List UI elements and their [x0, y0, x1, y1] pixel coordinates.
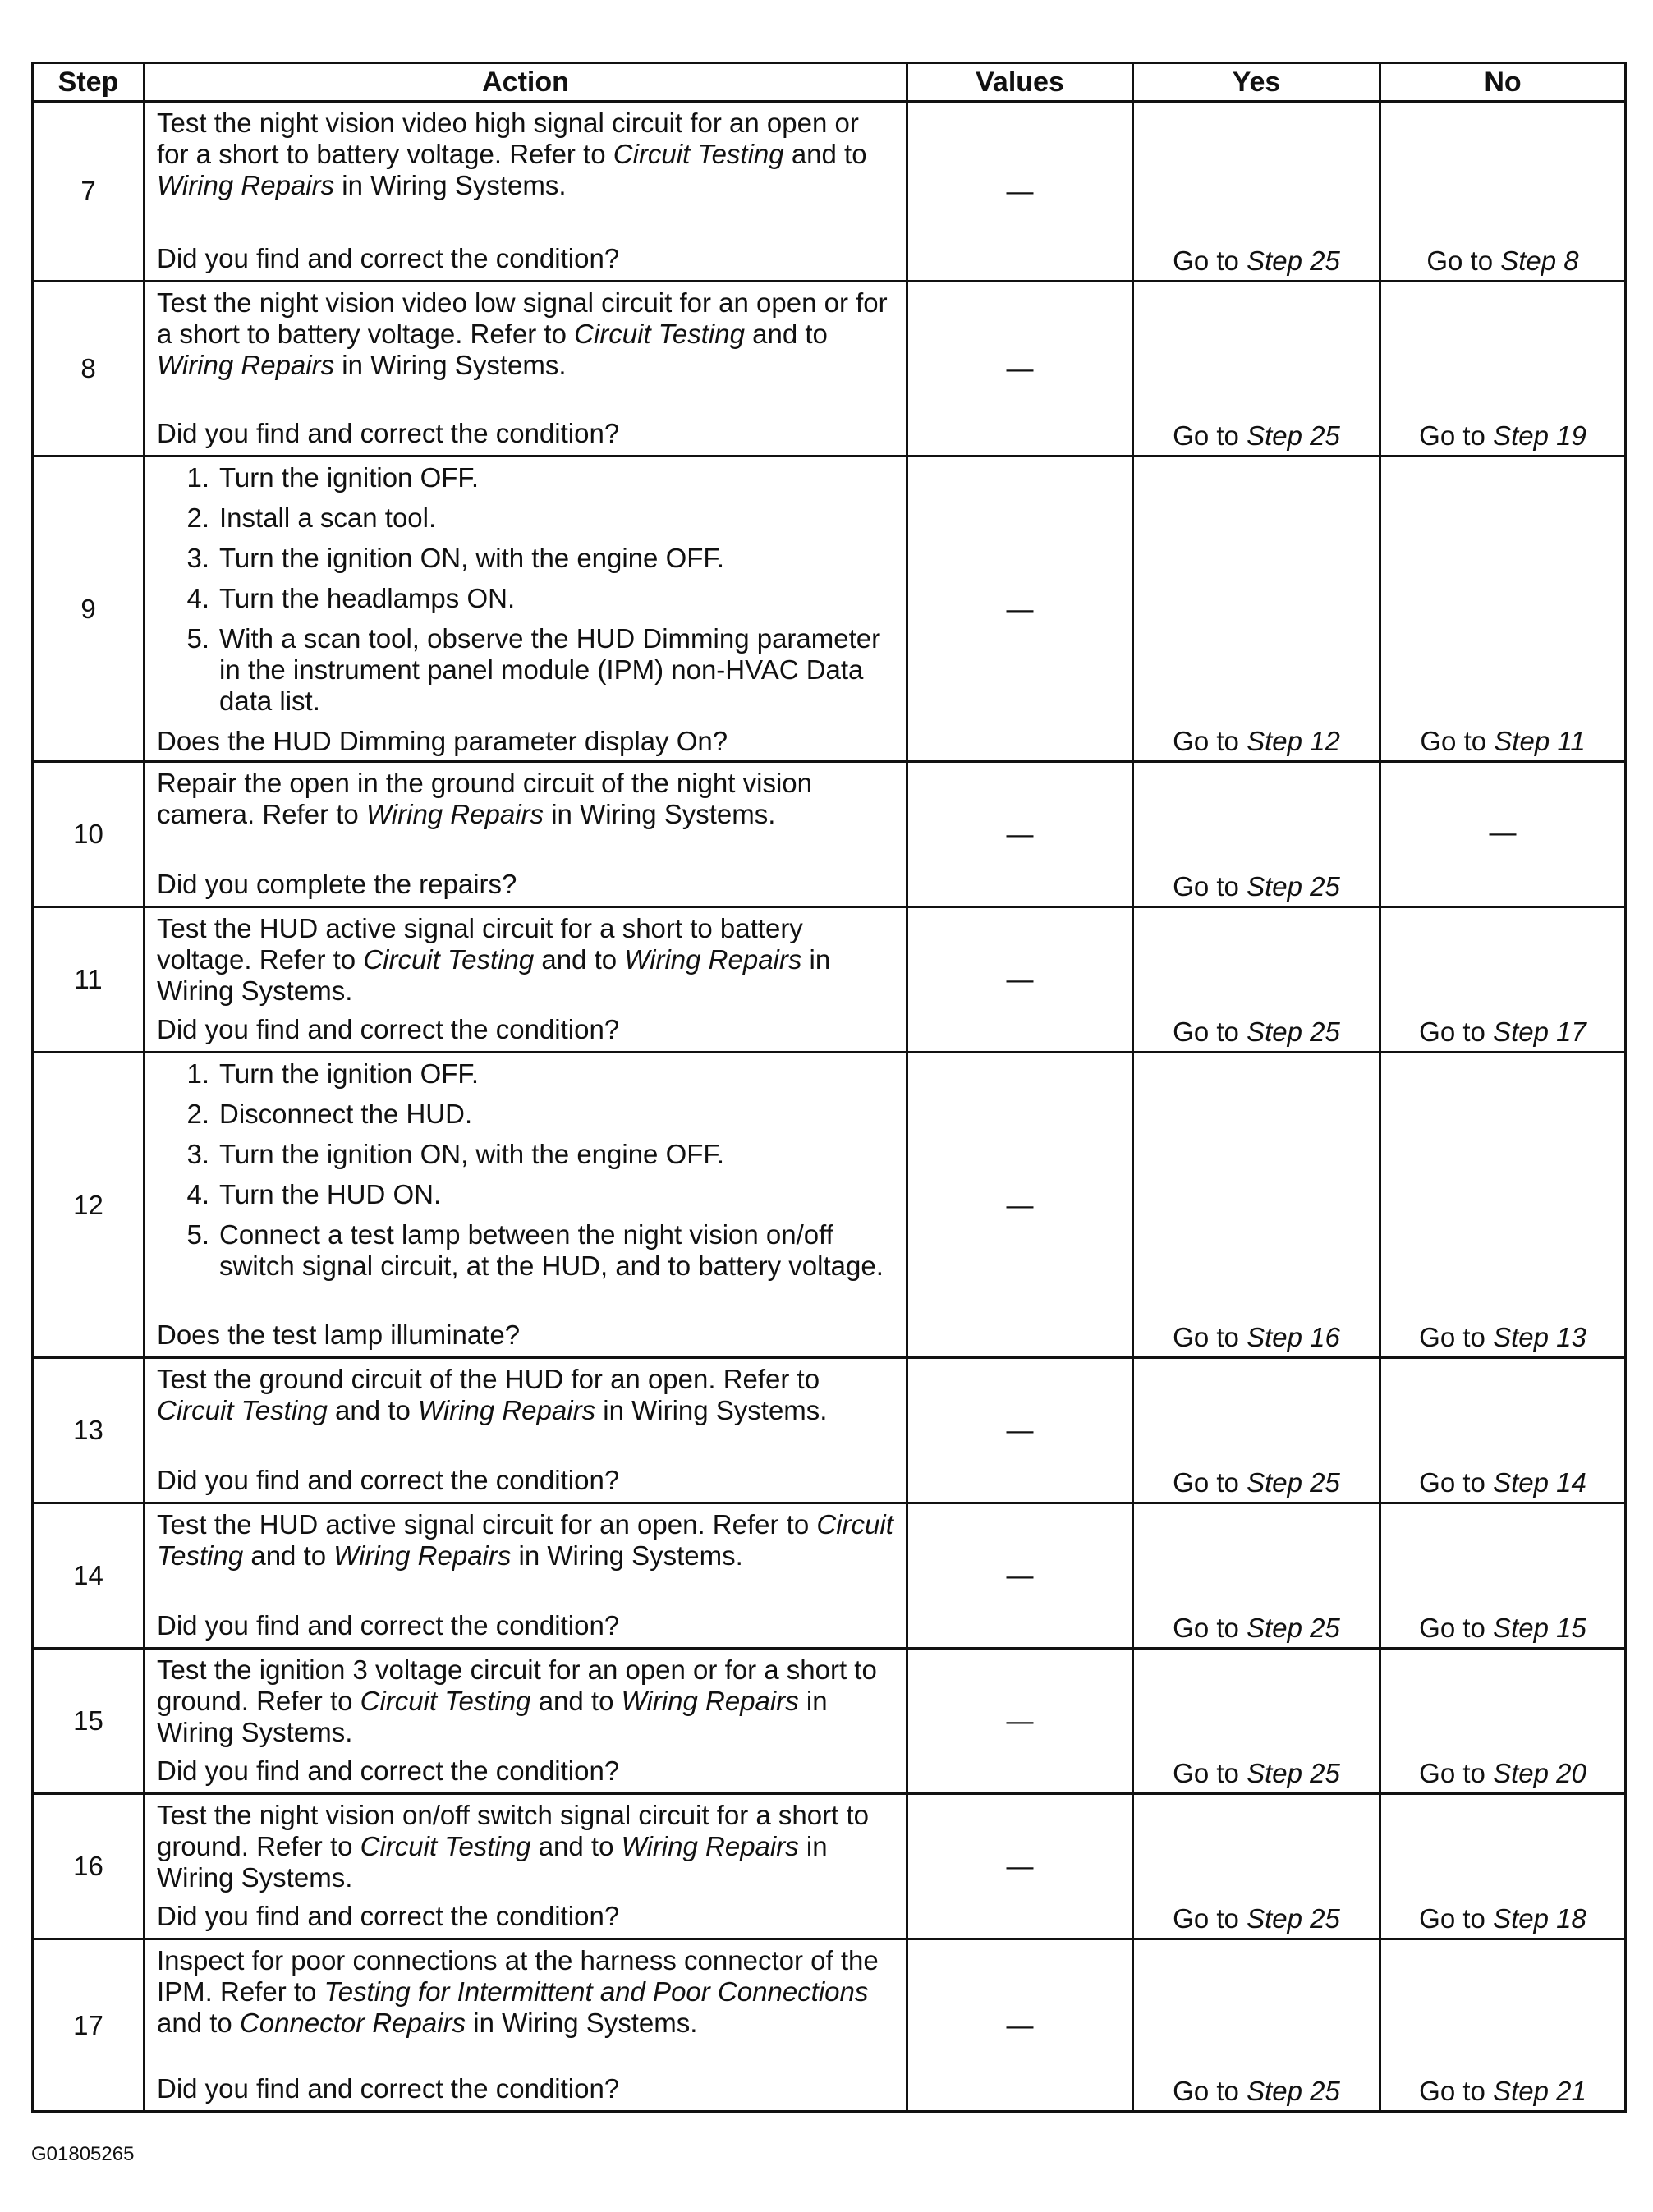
goto-prefix: Go to	[1420, 726, 1495, 756]
step-number: 15	[33, 1649, 145, 1794]
action-description	[157, 108, 894, 201]
yes-cell	[1133, 1649, 1380, 1794]
procedure-step-number: 5.	[186, 1219, 209, 1250]
goto-step-ref: Step 12	[1247, 726, 1340, 756]
reference-title: Wiring Repairs	[365, 799, 544, 829]
goto-step-ref: Step 14	[1493, 1467, 1586, 1498]
values-text: —	[1006, 2009, 1034, 2040]
action-question: Did you find and correct the condition?	[157, 243, 620, 273]
action-question: Did you find and correct the condition?	[157, 1610, 620, 1641]
procedure-list	[157, 1058, 894, 1291]
action-text: Test the HUD active signal circuit for a short to battery voltage. Refer to	[157, 913, 803, 975]
table-row	[33, 907, 1626, 1053]
action-text: and to	[530, 1686, 622, 1716]
action-text: in Wiring Systems.	[157, 944, 831, 1006]
action-cell	[145, 102, 907, 282]
header-step: Step	[33, 63, 145, 102]
reference-title: Wiring Repairs	[624, 944, 802, 975]
action-content	[145, 908, 906, 1049]
header-row	[33, 63, 1626, 102]
values-cell	[907, 1939, 1133, 2112]
action-cell	[145, 1649, 907, 1794]
procedure-step-number: 3.	[186, 1139, 209, 1169]
procedure-step-text: Turn the ignition ON, with the engine OFF.	[219, 543, 725, 573]
no-cell	[1380, 102, 1626, 282]
values-text: —	[1006, 176, 1034, 206]
table-row	[33, 1503, 1626, 1649]
goto-step-ref: Step 13	[1493, 1322, 1586, 1352]
step-number: 12	[33, 1053, 145, 1358]
table-row	[33, 1053, 1626, 1358]
yes-cell	[1133, 907, 1380, 1053]
table-row	[33, 1358, 1626, 1503]
action-question: Did you find and correct the condition?	[157, 1465, 620, 1495]
no-cell	[1380, 762, 1626, 907]
values-text: —	[1006, 1560, 1034, 1590]
reference-title: Circuit Testing	[157, 1509, 893, 1571]
goto-prefix: Go to	[1419, 2076, 1494, 2106]
procedure-step-number: 3.	[186, 543, 209, 573]
reference-title: Circuit Testing	[157, 1395, 328, 1425]
goto-prefix: Go to	[1173, 726, 1247, 756]
action-text: Test the ignition 3 voltage circuit for an open or for a short to ground. Refer to	[157, 1654, 877, 1716]
goto-prefix: Go to	[1173, 420, 1247, 451]
values-cell	[907, 907, 1133, 1053]
values-text: —	[1006, 1415, 1034, 1445]
action-description	[157, 1945, 894, 2039]
goto-prefix: Go to	[1173, 1017, 1247, 1047]
goto-step-ref: Step 25	[1247, 1017, 1340, 1047]
reference-title: Connector Repairs	[239, 2008, 466, 2038]
header-yes: Yes	[1133, 63, 1380, 102]
procedure-step-number: 4.	[186, 1179, 209, 1209]
goto-prefix: Go to	[1173, 246, 1247, 276]
values-text: —	[1006, 353, 1034, 383]
procedure-step	[157, 1179, 894, 1210]
goto-step-ref: Step 25	[1247, 1613, 1340, 1643]
step-number: 10	[33, 762, 145, 907]
values-cell	[907, 1649, 1133, 1794]
goto-prefix: Go to	[1419, 1017, 1494, 1047]
reference-title: Circuit Testing	[574, 319, 745, 349]
procedure-step-text: Install a scan tool.	[219, 503, 437, 533]
action-content	[145, 1053, 906, 1354]
procedure-step-text: Turn the headlamps ON.	[219, 583, 516, 613]
action-text: Test the night vision video high signal circuit for an open or for a short to battery voltage. Refer to	[157, 108, 859, 169]
no-cell	[1380, 457, 1626, 762]
procedure-step-text: With a scan tool, observe the HUD Dimming parameter in the instrument panel module (IPM) non-HVAC Data data list.	[219, 623, 881, 716]
step-number: 9	[33, 457, 145, 762]
action-cell	[145, 457, 907, 762]
goto-step-ref: Step 25	[1247, 1758, 1340, 1788]
goto-step-ref: Step 25	[1247, 1467, 1340, 1498]
action-text: in Wiring Systems.	[466, 2008, 698, 2038]
reference-title: Wiring Repairs	[621, 1831, 799, 1861]
yes-cell	[1133, 282, 1380, 457]
action-text: in Wiring Systems.	[157, 1831, 828, 1893]
table-body	[33, 102, 1626, 2112]
values-cell	[907, 762, 1133, 907]
action-cell	[145, 1358, 907, 1503]
goto-step-ref: Step 8	[1500, 246, 1579, 276]
table-row	[33, 282, 1626, 457]
goto-step-ref: Step 15	[1493, 1613, 1586, 1643]
action-question: Did you find and correct the condition?	[157, 1901, 620, 1931]
goto-prefix: Go to	[1419, 1903, 1494, 1934]
step-number: 16	[33, 1794, 145, 1939]
procedure-step-number: 2.	[186, 1099, 209, 1129]
values-cell	[907, 1794, 1133, 1939]
action-question: Does the test lamp illuminate?	[157, 1319, 521, 1350]
reference-title: Wiring Repairs	[157, 170, 335, 200]
step-number: 11	[33, 907, 145, 1053]
procedure-step-text: Turn the ignition OFF.	[219, 1058, 480, 1089]
goto-prefix: Go to	[1173, 1903, 1247, 1934]
no-cell	[1380, 1794, 1626, 1939]
action-content	[145, 763, 906, 903]
values-text: —	[1006, 819, 1034, 849]
table-row	[33, 762, 1626, 907]
goto-step-ref: Step 25	[1247, 246, 1340, 276]
values-text: —	[1006, 964, 1034, 994]
no-cell	[1380, 1649, 1626, 1794]
action-cell	[145, 1939, 907, 2112]
yes-cell	[1133, 762, 1380, 907]
values-cell	[907, 457, 1133, 762]
action-text: and to	[783, 139, 867, 169]
goto-step-ref: Step 21	[1493, 2076, 1586, 2106]
action-content	[145, 1650, 906, 1790]
action-description	[157, 287, 894, 381]
step-number: 13	[33, 1358, 145, 1503]
action-text: and to	[327, 1395, 418, 1425]
goto-prefix: Go to	[1173, 1758, 1247, 1788]
yes-cell	[1133, 1794, 1380, 1939]
action-description	[157, 1800, 894, 1893]
procedure-step-text: Turn the ignition OFF.	[219, 462, 480, 493]
goto-step-ref: Step 17	[1493, 1017, 1586, 1047]
procedure-step-number: 4.	[186, 583, 209, 613]
procedure-step-number: 2.	[186, 503, 209, 533]
action-question: Does the HUD Dimming parameter display On?	[157, 726, 728, 756]
action-content	[145, 1359, 906, 1499]
procedure-list	[157, 462, 894, 726]
procedure-step	[157, 1219, 894, 1282]
action-description	[157, 1364, 894, 1426]
no-cell	[1380, 1053, 1626, 1358]
reference-title: Circuit Testing	[360, 1831, 531, 1861]
goto-step-ref: Step 25	[1247, 871, 1340, 902]
procedure-step	[157, 1058, 894, 1090]
procedure-step	[157, 623, 894, 717]
action-question: Did you complete the repairs?	[157, 869, 517, 899]
procedure-step-text: Turn the HUD ON.	[219, 1179, 442, 1209]
action-text: and to	[243, 1540, 334, 1571]
action-description	[157, 913, 894, 1007]
reference-title: Wiring Repairs	[157, 350, 335, 380]
yes-cell	[1133, 1358, 1380, 1503]
goto-prefix: Go to	[1173, 2076, 1247, 2106]
action-text: in Wiring Systems.	[157, 1686, 828, 1747]
action-question: Did you find and correct the condition?	[157, 1014, 620, 1044]
reference-title: Circuit Testing	[360, 1686, 531, 1716]
reference-title: Wiring Repairs	[333, 1540, 512, 1571]
action-description	[157, 1509, 894, 1572]
no-cell	[1380, 282, 1626, 457]
action-question: Did you find and correct the condition?	[157, 1755, 620, 1786]
step-number: 17	[33, 1939, 145, 2112]
table-row	[33, 102, 1626, 282]
action-cell	[145, 1794, 907, 1939]
goto-step-ref: Step 18	[1493, 1903, 1586, 1934]
goto-step-ref: Step 16	[1247, 1322, 1340, 1352]
step-number: 8	[33, 282, 145, 457]
no-cell	[1380, 1939, 1626, 2112]
goto-prefix: Go to	[1419, 1613, 1494, 1643]
action-text: Inspect for poor connections at the harness connector of the IPM. Refer to	[157, 1945, 879, 2007]
yes-cell	[1133, 102, 1380, 282]
values-cell	[907, 102, 1133, 282]
procedure-step	[157, 1139, 894, 1170]
goto-prefix: Go to	[1419, 1322, 1494, 1352]
action-content	[145, 1795, 906, 1935]
action-text: in Wiring Systems.	[511, 1540, 743, 1571]
procedure-step-text: Connect a test lamp between the night vision on/off switch signal circuit, at the HUD, and to battery voltage.	[219, 1219, 884, 1281]
goto-step-ref: Step 20	[1493, 1758, 1586, 1788]
yes-cell	[1133, 457, 1380, 762]
action-content	[145, 1504, 906, 1645]
procedure-step	[157, 1099, 894, 1130]
table-row	[33, 1794, 1626, 1939]
action-content	[145, 1940, 906, 2108]
action-content	[145, 457, 906, 758]
yes-cell	[1133, 1939, 1380, 2112]
action-cell	[145, 1503, 907, 1649]
goto-prefix: Go to	[1173, 871, 1247, 902]
action-content	[145, 103, 906, 278]
values-cell	[907, 1053, 1133, 1358]
goto-prefix: Go to	[1173, 1322, 1247, 1352]
action-cell	[145, 907, 907, 1053]
reference-title: Circuit Testing	[363, 944, 535, 975]
reference-title: Circuit Testing	[613, 139, 784, 169]
table-row	[33, 1649, 1626, 1794]
values-text: —	[1006, 1189, 1034, 1220]
procedure-step	[157, 503, 894, 534]
goto-step-ref: Step 19	[1493, 420, 1586, 451]
yes-cell	[1133, 1053, 1380, 1358]
step-number: 7	[33, 102, 145, 282]
header-values: Values	[907, 63, 1133, 102]
action-text: Repair the open in the ground circuit of the night vision camera. Refer to	[157, 768, 812, 829]
values-text: —	[1006, 1705, 1034, 1736]
action-text: in Wiring Systems.	[544, 799, 776, 829]
action-text: and to	[744, 319, 828, 349]
header-action: Action	[145, 63, 907, 102]
action-cell	[145, 1053, 907, 1358]
goto-prefix: Go to	[1173, 1613, 1247, 1643]
action-text: in Wiring Systems.	[334, 170, 567, 200]
procedure-step-number: 1.	[186, 1058, 209, 1089]
diagnostic-table	[31, 62, 1627, 2113]
goto-prefix: Go to	[1173, 1467, 1247, 1498]
values-text: —	[1006, 593, 1034, 624]
goto-step-ref: Step 11	[1494, 726, 1586, 756]
action-cell	[145, 282, 907, 457]
action-text: in Wiring Systems.	[334, 350, 567, 380]
action-text: Test the HUD active signal circuit for an open. Refer to	[157, 1509, 817, 1540]
procedure-step	[157, 583, 894, 614]
table-row	[33, 1939, 1626, 2112]
goto-prefix: Go to	[1419, 1467, 1494, 1498]
goto-prefix: Go to	[1426, 246, 1501, 276]
action-text: Test the night vision on/off switch signal circuit for a short to ground. Refer to	[157, 1800, 869, 1861]
procedure-step-text: Disconnect the HUD.	[219, 1099, 473, 1129]
goto-prefix: Go to	[1419, 1758, 1494, 1788]
no-text: —	[1489, 817, 1517, 847]
procedure-step	[157, 543, 894, 574]
values-cell	[907, 282, 1133, 457]
action-text: Test the night vision video low signal circuit for an open or for a short to battery voltage. Refer to	[157, 287, 888, 349]
header-no: No	[1380, 63, 1626, 102]
goto-step-ref: Step 25	[1247, 1903, 1340, 1934]
no-cell	[1380, 1358, 1626, 1503]
values-text: —	[1006, 1851, 1034, 1881]
action-question: Did you find and correct the condition?	[157, 418, 620, 448]
table-row	[33, 457, 1626, 762]
action-text: and to	[534, 944, 625, 975]
procedure-step	[157, 462, 894, 493]
action-description	[157, 768, 894, 830]
procedure-step-number: 1.	[186, 462, 209, 493]
action-text: Test the ground circuit of the HUD for an open. Refer to	[157, 1364, 820, 1394]
action-text: in Wiring Systems.	[595, 1395, 828, 1425]
action-content	[145, 282, 906, 452]
action-text: and to	[530, 1831, 622, 1861]
no-cell	[1380, 907, 1626, 1053]
goto-prefix: Go to	[1419, 420, 1494, 451]
action-text: and to	[157, 2008, 240, 2038]
goto-step-ref: Step 25	[1247, 420, 1340, 451]
reference-title: Testing for Intermittent and Poor Connections	[324, 1976, 869, 2007]
action-description	[157, 1654, 894, 1748]
procedure-step-text: Turn the ignition ON, with the engine OFF.	[219, 1139, 725, 1169]
reference-title: Wiring Repairs	[621, 1686, 799, 1716]
action-cell	[145, 762, 907, 907]
values-cell	[907, 1503, 1133, 1649]
no-cell	[1380, 1503, 1626, 1649]
reference-title: Wiring Repairs	[417, 1395, 596, 1425]
figure-id: G01805265	[31, 2143, 135, 2165]
step-number: 14	[33, 1503, 145, 1649]
goto-step-ref: Step 25	[1247, 2076, 1340, 2106]
yes-cell	[1133, 1503, 1380, 1649]
procedure-step-number: 5.	[186, 623, 209, 654]
values-cell	[907, 1358, 1133, 1503]
action-question: Did you find and correct the condition?	[157, 2073, 620, 2104]
